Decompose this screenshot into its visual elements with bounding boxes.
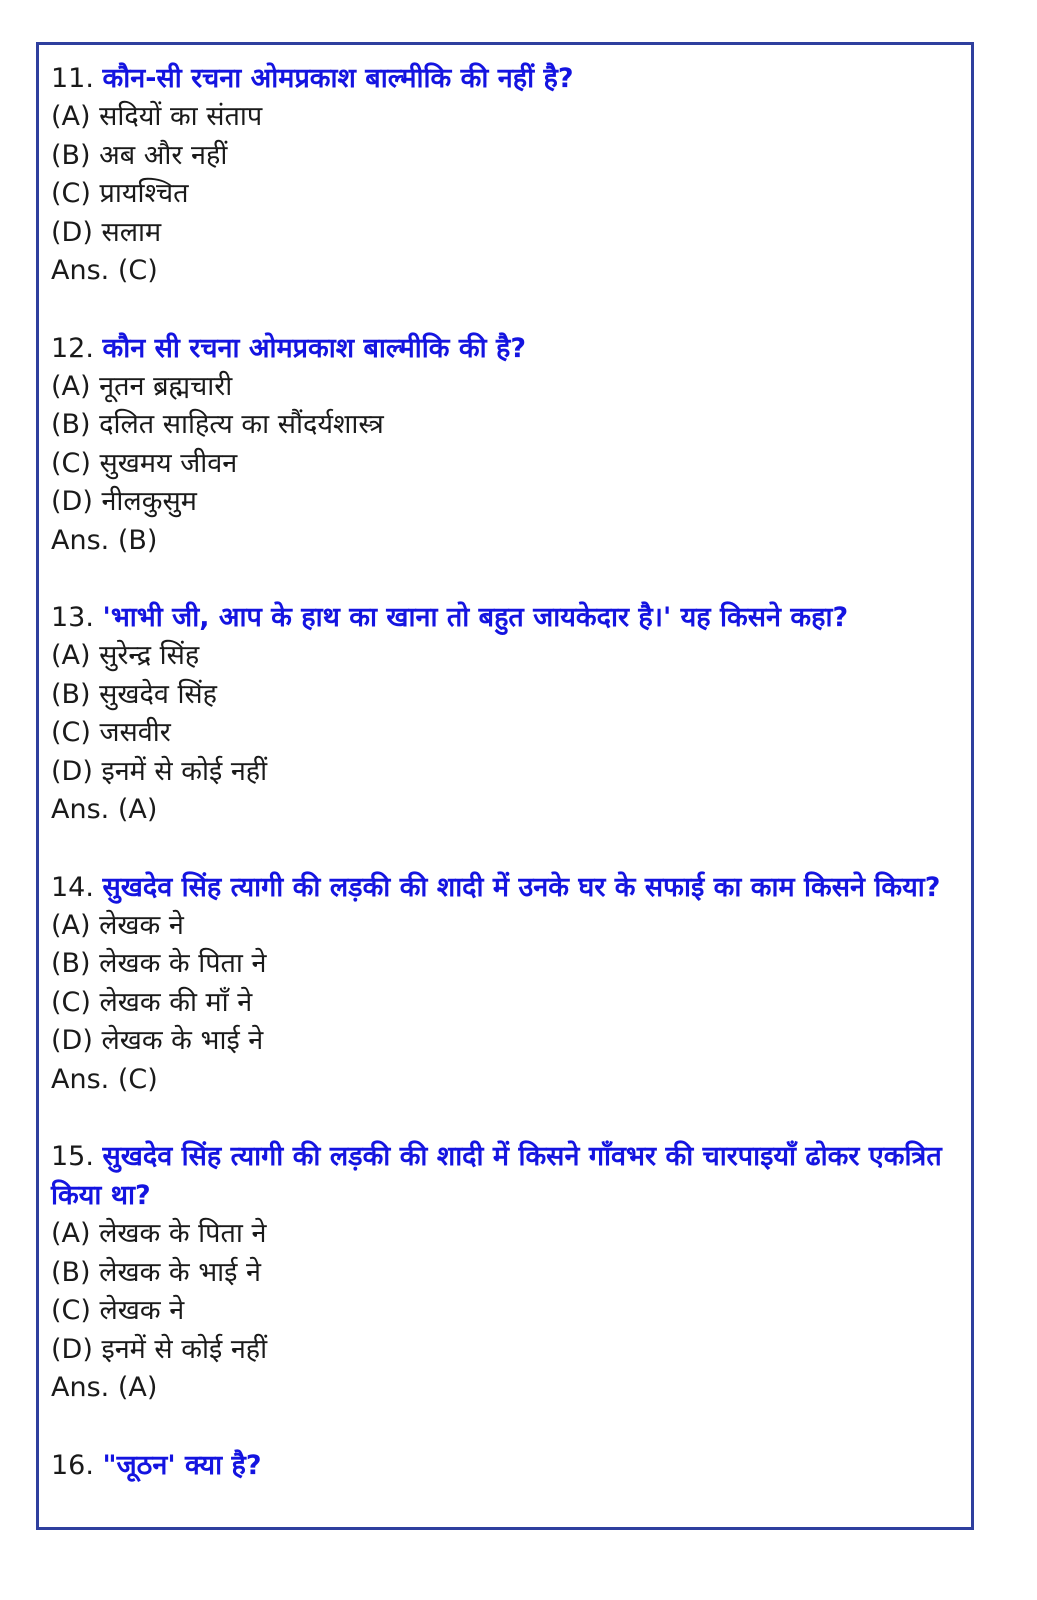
question-text: "जूठन' क्या है? <box>102 1449 262 1481</box>
question-number: 13. <box>51 602 94 633</box>
option-b: (B) दलित साहित्य का सौंदर्यशास्त्र <box>51 409 384 440</box>
option-a: (A) नूतन ब्रह्मचारी <box>51 370 233 402</box>
question-line <box>51 1446 959 1485</box>
question-number: 11. <box>51 63 94 94</box>
option-b: (B) अब और नहीं <box>51 139 228 171</box>
option-b: (B) लेखक के पिता ने <box>51 948 267 979</box>
answer: Ans. (C) <box>51 1063 158 1095</box>
option-a: (A) लेखक ने <box>51 909 184 941</box>
question-block-15 <box>51 1137 959 1408</box>
option-c: (C) जसवीर <box>51 717 171 748</box>
option-a: (A) सुरेन्द्र सिंह <box>51 640 200 671</box>
option-c: (C) लेखक ने <box>51 1295 185 1326</box>
option-d: (D) सलाम <box>51 216 162 248</box>
option-a: (A) सदियों का संताप <box>51 101 263 132</box>
question-number: 16. <box>51 1449 94 1481</box>
question-line <box>51 1137 959 1215</box>
question-text: कौन-सी रचना ओमप्रकाश बाल्मीकि की नहीं है? <box>102 63 574 94</box>
question-sheet <box>36 42 974 1530</box>
option-b: (B) लेखक के भाई ने <box>51 1256 262 1288</box>
question-text: कौन सी रचना ओमप्रकाश बाल्मीकि की है? <box>102 332 526 364</box>
option-c: (C) प्रायश्चित <box>51 178 189 209</box>
question-line <box>51 59 959 98</box>
question-block-16 <box>51 1446 959 1485</box>
question-block-14 <box>51 868 959 1100</box>
option-b: (B) सुखदेव सिंह <box>51 678 218 710</box>
option-d: (D) लेखक के भाई ने <box>51 1025 264 1056</box>
question-block-11 <box>51 59 959 291</box>
question-line <box>51 598 959 637</box>
answer: Ans. (C) <box>51 255 158 286</box>
question-number: 15. <box>51 1141 94 1172</box>
option-c: (C) लेखक की माँ ने <box>51 986 253 1018</box>
question-number: 12. <box>51 332 94 364</box>
option-a: (A) लेखक के पिता ने <box>51 1218 267 1249</box>
answer: Ans. (B) <box>51 524 158 556</box>
question-line <box>51 868 959 907</box>
option-d: (D) इनमें से कोई नहीं <box>51 1333 268 1365</box>
question-number: 14. <box>51 871 94 903</box>
question-block-13 <box>51 598 959 830</box>
option-c: (C) सुखमय जीवन <box>51 447 238 479</box>
question-text: 'भाभी जी, आप के हाथ का खाना तो बहुत जायकेदार है।' यह किसने कहा? <box>102 602 849 633</box>
question-block-12 <box>51 329 959 561</box>
question-text: सुखदेव सिंह त्यागी की लड़की की शादी में किसने गाँवभर की चारपाइयाँ ढोकर एकत्रित किया था? <box>51 1141 942 1211</box>
answer: Ans. (A) <box>51 794 158 825</box>
option-d: (D) नीलकुसुम <box>51 486 197 517</box>
answer: Ans. (A) <box>51 1372 158 1403</box>
option-d: (D) इनमें से कोई नहीं <box>51 755 268 787</box>
question-text: सुखदेव सिंह त्यागी की लड़की की शादी में उनके घर के सफाई का काम किसने किया? <box>102 871 941 903</box>
question-line <box>51 329 959 368</box>
